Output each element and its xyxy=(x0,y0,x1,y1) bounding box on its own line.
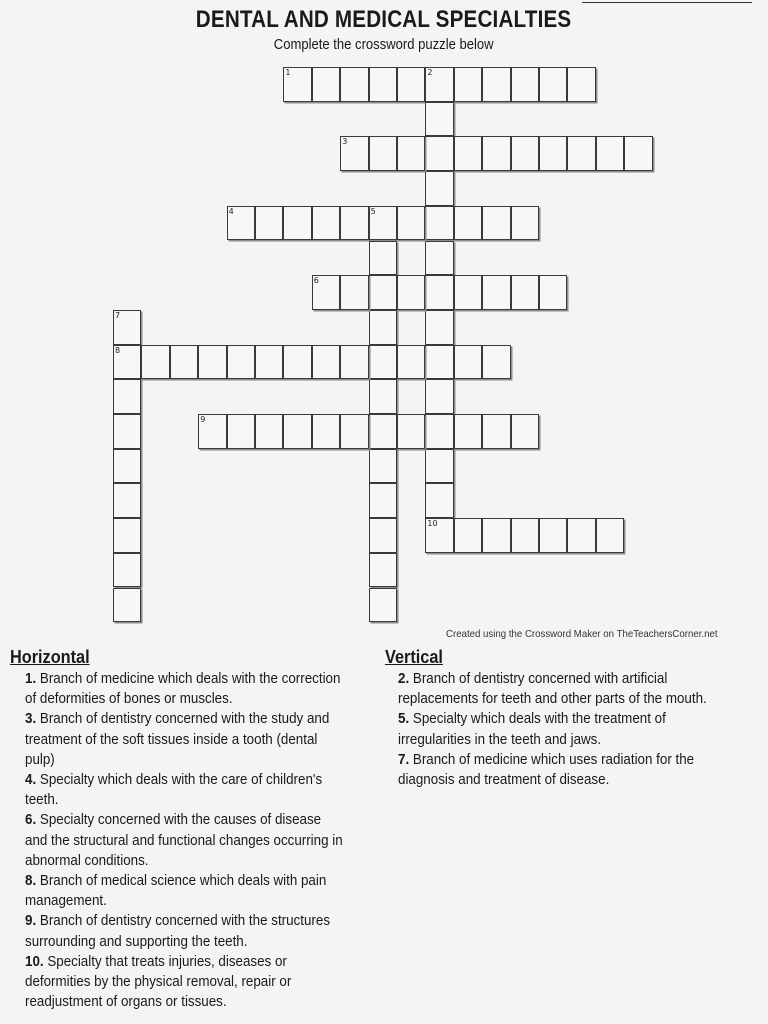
clue-item xyxy=(25,871,377,911)
crossword-cell[interactable] xyxy=(482,345,510,380)
clue-number-10: 10 xyxy=(427,519,438,529)
clue-label: 7. xyxy=(398,751,410,768)
clue-line xyxy=(25,709,329,729)
clue-item xyxy=(25,709,377,770)
clue-text: Branch of dentistry concerned with the structures xyxy=(36,913,331,930)
crossword-cell[interactable] xyxy=(340,275,368,310)
crossword-cell[interactable] xyxy=(425,171,453,206)
clue-label: 6. xyxy=(25,812,37,829)
crossword-cell[interactable] xyxy=(113,553,141,588)
crossword-cell[interactable] xyxy=(141,345,169,380)
across-clue-list xyxy=(25,669,377,1012)
down-clue-list xyxy=(398,669,750,790)
crossword-cell[interactable] xyxy=(425,136,453,171)
crossword-cell[interactable] xyxy=(255,414,283,449)
clue-number-6: 6 xyxy=(313,276,319,286)
clue-label: 2. xyxy=(398,671,410,687)
crossword-cell[interactable] xyxy=(511,275,539,310)
crossword-cell[interactable] xyxy=(511,518,539,553)
clue-text: Specialty which deals with the treatment of xyxy=(409,711,666,728)
crossword-cell[interactable] xyxy=(369,518,397,553)
crossword-cell[interactable] xyxy=(369,414,397,449)
credit-line: Created using the Crossword Maker on TheTeachersCorner.net xyxy=(446,628,718,640)
crossword-cell[interactable] xyxy=(369,67,397,102)
crossword-cell[interactable] xyxy=(454,518,482,553)
crossword-cell[interactable] xyxy=(113,379,141,414)
worksheet-title: DENTAL AND MEDICAL SPECIALTIES xyxy=(195,6,572,33)
crossword-cell[interactable] xyxy=(369,136,397,171)
crossword-cell[interactable] xyxy=(454,275,482,310)
clue-line xyxy=(25,669,340,689)
crossword-cell[interactable] xyxy=(596,518,624,553)
crossword-cell[interactable] xyxy=(425,414,453,449)
clue-number-1: 1 xyxy=(285,68,291,77)
crossword-cell[interactable] xyxy=(340,414,368,449)
crossword-cell[interactable] xyxy=(425,379,453,414)
clue-number-8: 8 xyxy=(115,345,121,355)
crossword-cell[interactable] xyxy=(425,206,453,241)
clue-line xyxy=(25,952,287,972)
clue-number-2: 2 xyxy=(427,68,433,77)
crossword-cell[interactable] xyxy=(283,206,311,241)
crossword-cell[interactable] xyxy=(454,414,482,449)
crossword-cell[interactable] xyxy=(397,206,425,241)
clue-number-3: 3 xyxy=(342,137,348,147)
clue-line: surrounding and supporting the teeth. xyxy=(25,933,248,950)
crossword-cell[interactable] xyxy=(170,345,198,380)
crossword-cell[interactable] xyxy=(482,206,510,241)
crossword-cell[interactable] xyxy=(369,345,397,380)
clue-line: diagnosis and treatment of disease. xyxy=(398,772,610,789)
crossword-cell[interactable] xyxy=(369,275,397,310)
clue-line: deformities by the physical removal, repair or xyxy=(25,974,292,991)
clue-item xyxy=(398,709,750,749)
crossword-cell[interactable] xyxy=(482,136,510,171)
crossword-cell[interactable] xyxy=(312,206,340,241)
crossword-cell[interactable] xyxy=(340,67,368,102)
clue-text: Branch of dentistry concerned with the study and xyxy=(36,711,330,728)
clue-line xyxy=(25,810,321,830)
crossword-cell[interactable] xyxy=(113,449,141,484)
clue-number-4: 4 xyxy=(228,206,234,216)
crossword-cell[interactable] xyxy=(454,67,482,102)
clue-line: management. xyxy=(25,893,107,910)
clue-label: 9. xyxy=(25,913,37,930)
crossword-cell[interactable] xyxy=(425,483,453,518)
crossword-cell[interactable] xyxy=(425,102,453,137)
clue-line xyxy=(25,871,326,891)
clue-line: replacements for teeth and other parts of the mouth. xyxy=(398,691,707,708)
crossword-cell[interactable] xyxy=(425,310,453,345)
crossword-cell[interactable] xyxy=(539,67,567,102)
crossword-cell[interactable] xyxy=(397,275,425,310)
clue-line: treatment of the soft tissues inside a tooth (dental xyxy=(25,731,318,748)
crossword-cell[interactable] xyxy=(227,414,255,449)
clue-text: Specialty that treats injuries, diseases or xyxy=(43,953,287,970)
crossword-cell[interactable] xyxy=(198,345,226,380)
crossword-cell[interactable] xyxy=(425,241,453,276)
crossword-cell[interactable] xyxy=(255,206,283,241)
crossword-cell[interactable] xyxy=(113,588,141,623)
crossword-cell[interactable] xyxy=(511,67,539,102)
clue-line: teeth. xyxy=(25,792,59,809)
crossword-cell[interactable] xyxy=(369,483,397,518)
clue-text: Branch of dentistry concerned with artificial xyxy=(409,671,668,687)
crossword-cell[interactable] xyxy=(425,449,453,484)
crossword-cell[interactable] xyxy=(397,67,425,102)
crossword-cell[interactable] xyxy=(539,136,567,171)
clue-item xyxy=(25,669,377,709)
crossword-cell[interactable] xyxy=(113,518,141,553)
crossword-cell[interactable] xyxy=(113,483,141,518)
clue-item xyxy=(25,952,377,1013)
crossword-cell[interactable] xyxy=(539,518,567,553)
clue-item xyxy=(25,911,377,951)
crossword-cell[interactable] xyxy=(369,310,397,345)
crossword-cell[interactable] xyxy=(425,345,453,380)
clue-line xyxy=(398,709,666,729)
crossword-cell[interactable] xyxy=(482,67,510,102)
clue-item xyxy=(25,810,377,871)
crossword-cell[interactable] xyxy=(369,241,397,276)
down-heading: Vertical xyxy=(385,646,443,667)
crossword-cell[interactable] xyxy=(567,136,595,171)
clue-line: abnormal conditions. xyxy=(25,852,149,869)
crossword-cell[interactable] xyxy=(511,206,539,241)
clue-label: 8. xyxy=(25,873,37,890)
clue-text: Specialty concerned with the causes of disease xyxy=(36,812,322,829)
clue-line xyxy=(398,750,694,770)
crossword-cell[interactable] xyxy=(369,379,397,414)
clue-label: 3. xyxy=(25,711,37,728)
crossword-cell[interactable] xyxy=(567,67,595,102)
crossword-cell[interactable] xyxy=(369,553,397,588)
crossword-cell[interactable] xyxy=(482,275,510,310)
crossword-cell[interactable] xyxy=(312,345,340,380)
crossword-cell[interactable] xyxy=(312,414,340,449)
clue-item xyxy=(398,750,750,790)
clue-item xyxy=(25,770,377,810)
crossword-cell[interactable] xyxy=(397,136,425,171)
clue-line: and the structural and functional changes occurring in xyxy=(25,832,343,849)
across-heading: Horizontal xyxy=(10,646,90,667)
clue-item xyxy=(398,669,750,709)
crossword-cell[interactable] xyxy=(454,206,482,241)
crossword-cell[interactable] xyxy=(113,414,141,449)
crossword-cell[interactable] xyxy=(369,588,397,623)
clue-text: Specialty which deals with the care of children's xyxy=(36,772,323,789)
crossword-cell[interactable] xyxy=(539,275,567,310)
clue-text: Branch of medicine which deals with the correction xyxy=(36,671,341,687)
clue-number-5: 5 xyxy=(370,206,376,216)
crossword-cell[interactable] xyxy=(511,136,539,171)
crossword-cell[interactable] xyxy=(567,518,595,553)
clue-line: pulp) xyxy=(25,751,55,768)
clue-label: 10. xyxy=(25,953,44,970)
clue-label: 5. xyxy=(398,711,410,728)
clue-line: irregularities in the teeth and jaws. xyxy=(398,731,602,748)
crossword-cell[interactable] xyxy=(511,414,539,449)
crossword-cell[interactable] xyxy=(454,136,482,171)
clue-line xyxy=(398,669,668,689)
clue-number-7: 7 xyxy=(115,310,121,320)
crossword-cell[interactable] xyxy=(312,67,340,102)
clue-text: Branch of medical science which deals with pain xyxy=(36,873,327,890)
crossword-cell[interactable] xyxy=(227,345,255,380)
crossword-cell[interactable] xyxy=(397,345,425,380)
crossword-cell[interactable] xyxy=(340,206,368,241)
crossword-cell[interactable] xyxy=(283,414,311,449)
worksheet-subtitle: Complete the crossword puzzle below xyxy=(273,37,494,53)
crossword-cell[interactable] xyxy=(397,414,425,449)
clue-text: Branch of medicine which uses radiation for the xyxy=(409,751,695,768)
crossword-cell[interactable] xyxy=(425,275,453,310)
crossword-cell[interactable] xyxy=(369,449,397,484)
clue-label: 1. xyxy=(25,671,37,687)
crossword-cell[interactable] xyxy=(482,414,510,449)
clue-line: readjustment of organs or tissues. xyxy=(25,994,227,1011)
clue-number-9: 9 xyxy=(200,415,206,424)
clue-line xyxy=(25,911,330,931)
crossword-cell[interactable] xyxy=(624,136,652,171)
crossword-cell[interactable] xyxy=(454,345,482,380)
clue-line xyxy=(25,770,323,790)
crossword-cell[interactable] xyxy=(283,345,311,380)
crossword-cell[interactable] xyxy=(340,345,368,380)
clue-line: of deformities of bones or muscles. xyxy=(25,691,233,708)
crossword-cell[interactable] xyxy=(482,518,510,553)
crossword-cell[interactable] xyxy=(255,345,283,380)
crossword-cell[interactable] xyxy=(596,136,624,171)
clue-label: 4. xyxy=(25,772,37,789)
